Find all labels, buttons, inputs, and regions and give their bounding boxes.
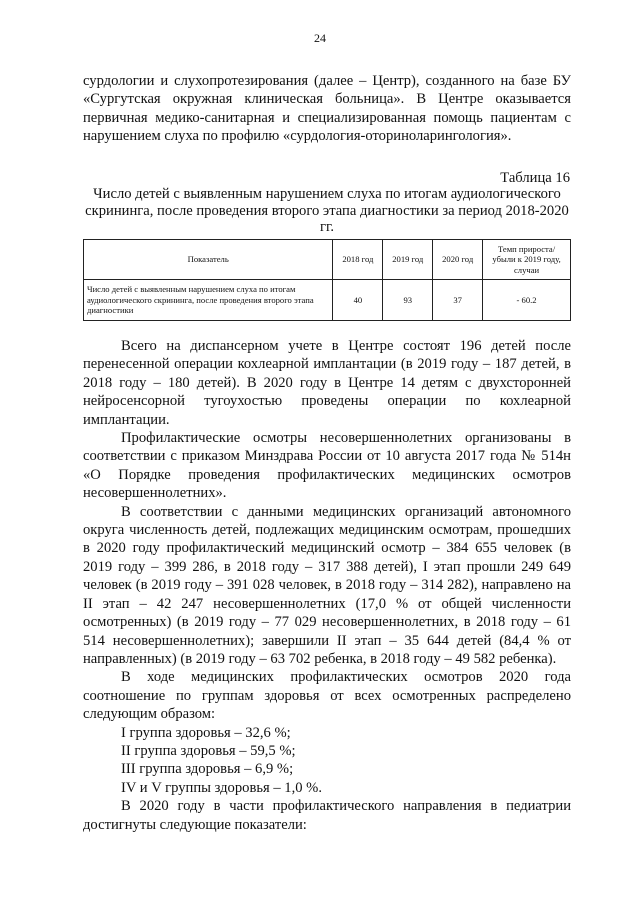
table-row: [84, 280, 571, 321]
table-cell: 37: [433, 280, 483, 321]
main-section: [83, 337, 571, 834]
list-item: II группа здоровья – 59,5 %;: [121, 742, 296, 759]
table-cell: Число детей с выявленным нарушением слуха по итогам аудиологического скрининга, после проведения второго этапа диагностики: [84, 280, 333, 321]
list-item: III группа здоровья – 6,9 %;: [121, 761, 294, 778]
paragraph: Профилактические осмотры несовершеннолетних организованы в соответствии с приказом Минздрава России от 10 августа 2017 года № 514н «О Порядке проведения профилактических медицинских осмотров несовершеннолетних».: [83, 430, 571, 502]
list-item: I группа здоровья – 32,6 %;: [121, 724, 291, 741]
intro-section: [83, 72, 571, 146]
table-header-cell: Показатель: [84, 240, 333, 280]
table-cell: 93: [383, 280, 433, 321]
data-table: [83, 239, 571, 321]
table-label: Таблица 16: [500, 170, 570, 186]
table-header-row: [84, 240, 571, 280]
paragraph: Всего на диспансерном учете в Центре состоят 196 детей после перенесенной операции кохлеарной имплантации (в 2019 году – 187 детей, в 2018 году – 180 детей). В 2020 году в Центре 14 детям с двухсторонней нейросенсорной тугоухостью проведены операции по кохлеарной имплантации.: [83, 338, 571, 428]
table-header-cell: 2018 год: [333, 240, 383, 280]
table-header-cell: 2020 год: [433, 240, 483, 280]
paragraph: В соответствии с данными медицинских организаций автономного округа численность детей, подлежащих медицинским осмотрам, прошедших в 2020 году профилактический медицинский осмотр – 384 655 человек (в 2019 году – 399 286, в 2018 году – 317 388 детей), I этап прошли 249 649 человек (в 2019 году – 391 028 человек, в 2018 году – 314 282), направлено на II этап – 42 247 несовершеннолетних (17,0 % от общей численности осмотренных) (в 2019 году – 77 029 несовершеннолетних, в 2018 году – 61 514 несовершеннолетних); завершили II этап – 35 644 детей (84,4 % от направленных) (в 2019 году – 63 702 ребенка, в 2018 году – 49 582 ребенка).: [83, 503, 571, 667]
table-cell: - 60.2: [483, 280, 571, 321]
page-number: 24: [314, 31, 326, 45]
paragraph: В 2020 году в части профилактического направления в педиатрии достигнуты следующие показатели:: [83, 798, 571, 833]
intro-paragraph: сурдологии и слухопротезирования (далее – Центр), созданного на базе БУ «Сургутская окружная клиническая больница». В Центре оказывается первичная медико-санитарная и специализированная помощь пациентам с нарушением слуха по профилю «сурдология-оториноларингология».: [83, 73, 571, 145]
table-header-cell: Темп прироста/ убыли к 2019 году, случаи: [483, 240, 571, 280]
list-item: IV и V группы здоровья – 1,0 %.: [121, 779, 322, 796]
table-cell: 40: [333, 280, 383, 321]
table-header-cell: 2019 год: [383, 240, 433, 280]
paragraph: В ходе медицинских профилактических осмотров 2020 года соотношение по группам здоровья от всех осмотренных распределено следующим образом:: [83, 669, 571, 723]
table-title: Число детей с выявленным нарушением слуха по итогам аудиологического скрининга, после проведения второго этапа диагностики за период 2018-2020 гг.: [85, 186, 569, 236]
